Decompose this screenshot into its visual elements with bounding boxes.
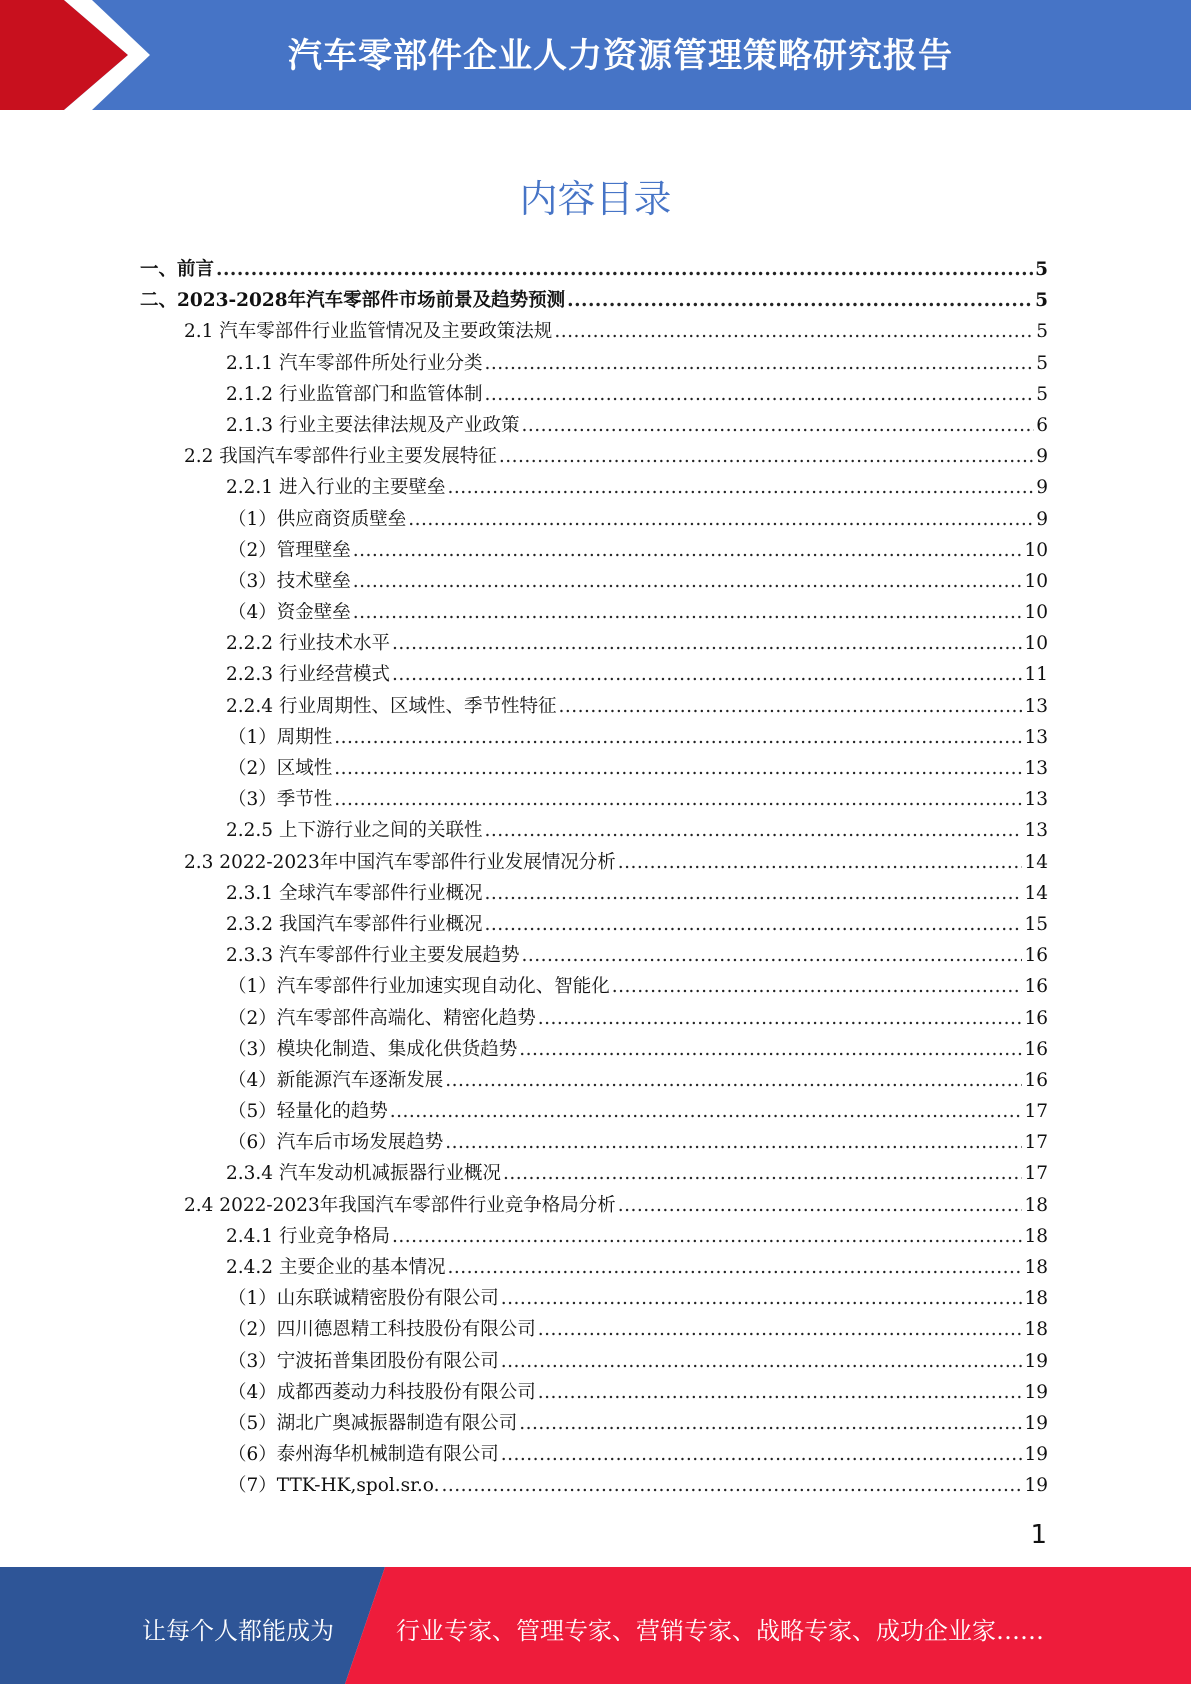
toc-entry-title: 2.2.2 行业技术水平 [226,633,390,655]
toc-entry[interactable] [140,878,1048,909]
toc-entry[interactable] [140,909,1048,940]
toc-dot-leader [567,285,1033,316]
toc-entry-page: 19 [1024,1381,1048,1403]
toc-entry-page: 16 [1024,945,1048,967]
toc-entry-page: 18 [1024,1319,1048,1341]
toc-entry[interactable] [140,815,1048,846]
toc-dot-leader [334,722,1022,753]
toc-entry[interactable] [140,1221,1048,1252]
toc-dot-leader [484,909,1022,940]
toc-entry-page: 14 [1024,882,1048,904]
toc-entry-title: （4）资金壁垒 [228,602,351,624]
toc-entry[interactable] [140,472,1048,503]
report-title: 汽车零部件企业人力资源管理策略研究报告 [288,36,953,76]
toc-dot-leader [484,878,1022,909]
toc-entry[interactable] [140,1377,1048,1408]
toc-entry[interactable] [140,971,1048,1002]
toc-entry-title: （6）汽车后市场发展趋势 [228,1132,444,1154]
toc-entry[interactable] [140,441,1048,472]
toc-dot-leader [501,1346,1023,1377]
toc-entry-title: 二、2023-2028年汽车零部件市场前景及趋势预测 [140,290,566,312]
toc-entry[interactable] [140,535,1048,566]
toc-entry-page: 19 [1024,1412,1048,1434]
toc-dot-leader [390,1096,1023,1127]
toc-entry-title: 2.3.1 全球汽车零部件行业概况 [226,882,483,904]
toc-entry-page: 11 [1024,664,1048,686]
toc-dot-leader [353,566,1023,597]
toc-entry-title: 2.2.1 进入行业的主要壁垒 [226,477,446,499]
toc-entry[interactable] [140,1096,1048,1127]
toc-entry-title: （2）汽车零部件高端化、精密化趋势 [228,1007,536,1029]
toc-dot-leader [558,691,1022,722]
toc-entry[interactable] [140,1252,1048,1283]
toc-entry-title: （3）宁波拓普集团股份有限公司 [228,1350,499,1372]
toc-entry-title: 2.4.2 主要企业的基本情况 [226,1257,446,1278]
toc-dot-leader [334,784,1022,815]
toc-entry[interactable] [140,1314,1048,1345]
toc-entry-page: 17 [1024,1132,1048,1154]
toc-entry[interactable] [140,348,1048,379]
toc-dot-leader [334,753,1022,784]
toc-entry-title: 2.3.2 我国汽车零部件行业概况 [226,913,483,935]
toc-dot-leader [447,1252,1022,1283]
toc-entry[interactable] [140,784,1048,815]
toc-entry-page: 17 [1024,1163,1048,1185]
toc-dot-leader [392,659,1022,690]
toc-dot-leader [538,1003,1023,1034]
toc-entry-title: （5）湖北广奥减振器制造有限公司 [228,1412,518,1434]
toc-entry[interactable] [140,1003,1048,1034]
toc-entry-page: 13 [1024,758,1048,779]
toc-entry-title: 2.2.3 行业经营模式 [226,664,390,686]
toc-entry[interactable] [140,847,1048,878]
toc-entry-title: （3）季节性 [228,789,333,811]
toc-entry[interactable] [140,691,1048,722]
toc-entry[interactable] [140,1127,1048,1158]
toc-entry[interactable] [140,1439,1048,1470]
toc-entry[interactable] [140,285,1048,316]
toc-dot-leader [353,535,1023,566]
toc-entry[interactable] [140,1470,1048,1501]
toc-entry-page: 10 [1024,539,1048,561]
toc-entry-title: （5）轻量化的趋势 [228,1101,388,1123]
toc-entry-page: 15 [1024,913,1048,935]
toc-entry-page: 19 [1024,1475,1048,1497]
toc-dot-leader [521,940,1022,971]
toc-dot-leader [538,1377,1023,1408]
toc-entry-title: （3）模块化制造、集成化供货趋势 [228,1038,518,1060]
toc-dot-leader [499,441,1034,472]
toc-entry-title: 2.2.4 行业周期性、区域性、季节性特征 [226,695,557,717]
toc-dot-leader [445,1065,1022,1096]
toc-dot-leader [519,1408,1022,1439]
toc-entry-page: 13 [1024,726,1048,748]
toc-entry-page: 13 [1024,820,1048,842]
toc-dot-leader [519,1034,1022,1065]
toc-entry-title: 2.3.3 汽车零部件行业主要发展趋势 [226,945,520,967]
toc-heading: 内容目录 [519,177,672,221]
toc-entry-page: 16 [1024,1007,1048,1029]
table-of-contents [140,254,1048,1502]
toc-entry[interactable] [140,1065,1048,1096]
toc-entry-page: 16 [1024,976,1048,998]
toc-entry[interactable] [140,1346,1048,1377]
toc-entry[interactable] [140,379,1048,410]
toc-dot-leader [392,628,1022,659]
toc-entry-title: 2.1.3 行业主要法律法规及产业政策 [226,414,520,436]
toc-entry-title: （4）新能源汽车逐渐发展 [228,1069,444,1091]
toc-entry-title: （1）供应商资质壁垒 [228,508,407,530]
toc-dot-leader [442,1470,1023,1501]
toc-entry-page: 9 [1036,477,1048,499]
page-number: 1 [1030,1520,1047,1550]
footer-slogan-right: 行业专家、管理专家、营销专家、战略专家、成功企业家…… [396,1617,1044,1645]
toc-entry-page: 13 [1024,789,1048,811]
toc-entry-title: （3）技术壁垒 [228,570,351,592]
toc-entry[interactable] [140,1034,1048,1065]
toc-entry[interactable] [140,316,1048,347]
toc-entry-title: （1）山东联诚精密股份有限公司 [228,1288,499,1310]
footer-band [0,1567,1191,1684]
toc-dot-leader [538,1314,1023,1345]
toc-entry-title: （2）四川德恩精工科技股份有限公司 [228,1319,536,1341]
toc-entry[interactable] [140,410,1048,441]
toc-dot-leader [408,504,1034,535]
toc-entry-page: 5 [1035,259,1048,280]
toc-dot-leader [484,379,1034,410]
toc-entry[interactable] [140,1408,1048,1439]
toc-entry[interactable] [140,628,1048,659]
toc-dot-leader [501,1439,1023,1470]
toc-dot-leader [501,1283,1023,1314]
toc-entry-page: 6 [1036,414,1048,436]
toc-entry-page: 18 [1024,1288,1048,1310]
toc-entry-page: 17 [1024,1101,1048,1123]
toc-entry-page: 19 [1024,1350,1048,1372]
toc-entry[interactable] [140,1190,1048,1221]
toc-entry-title: （1）周期性 [228,726,333,748]
toc-entry[interactable] [140,1283,1048,1314]
toc-entry-page: 10 [1024,602,1048,624]
toc-dot-leader [484,815,1022,846]
toc-entry-title: 2.1.2 行业监管部门和监管体制 [226,383,483,405]
toc-entry-page: 16 [1024,1038,1048,1060]
toc-entry-page: 9 [1036,446,1048,468]
toc-dot-leader [447,472,1034,503]
toc-entry[interactable] [140,753,1048,784]
toc-entry[interactable] [140,722,1048,753]
toc-dot-leader [216,254,1033,285]
toc-entry-title: 2.1.1 汽车零部件所处行业分类 [226,352,483,374]
toc-entry-title: （1）汽车零部件行业加速实现自动化、智能化 [228,976,610,998]
toc-entry-page: 13 [1024,695,1048,717]
toc-entry-title: 2.2 我国汽车零部件行业主要发展特征 [184,446,497,468]
toc-entry-title: 2.3.4 汽车发动机减振器行业概况 [226,1163,501,1185]
toc-entry-page: 18 [1024,1257,1048,1278]
toc-entry-page: 14 [1024,851,1048,873]
report-header-band [0,0,1191,110]
toc-entry[interactable] [140,940,1048,971]
toc-entry-title: （7）TTK-HK,spol.sr.o. [228,1475,440,1497]
toc-dot-leader [484,348,1034,379]
toc-dot-leader [521,410,1034,441]
toc-entry-page: 5 [1036,352,1048,374]
toc-entry-title: （2）区域性 [228,758,333,779]
toc-entry[interactable] [140,254,1048,285]
toc-entry-page: 10 [1024,633,1048,655]
toc-dot-leader [392,1221,1022,1252]
toc-dot-leader [618,1190,1023,1221]
toc-entry-page: 16 [1024,1069,1048,1091]
toc-entry-title: 2.4 2022-2023年我国汽车零部件行业竞争格局分析 [184,1194,616,1216]
toc-entry-title: （4）成都西菱动力科技股份有限公司 [228,1381,536,1403]
toc-entry[interactable] [140,659,1048,690]
toc-entry-page: 18 [1024,1194,1048,1216]
toc-dot-leader [445,1127,1022,1158]
toc-entry-page: 5 [1036,321,1048,343]
toc-dot-leader [618,847,1023,878]
toc-entry[interactable] [140,1158,1048,1189]
toc-entry-page: 10 [1024,570,1048,592]
footer-slogan-left: 让每个人都能成为 [142,1617,334,1645]
toc-entry-page: 18 [1024,1225,1048,1247]
toc-entry[interactable] [140,504,1048,535]
toc-entry-page: 9 [1036,508,1048,530]
toc-entry-title: 2.4.1 行业竞争格局 [226,1225,390,1247]
toc-entry-title: 2.2.5 上下游行业之间的关联性 [226,820,483,842]
toc-entry-page: 19 [1024,1444,1048,1466]
toc-entry-title: 2.1 汽车零部件行业监管情况及主要政策法规 [184,321,553,343]
toc-entry-title: （2）管理壁垒 [228,539,351,561]
toc-entry-title: （6）泰州海华机械制造有限公司 [228,1444,499,1466]
toc-dot-leader [612,971,1023,1002]
toc-entry-title: 2.3 2022-2023年中国汽车零部件行业发展情况分析 [184,851,616,873]
toc-dot-leader [503,1158,1022,1189]
toc-entry-page: 5 [1035,290,1048,312]
toc-entry-title: 一、前言 [140,259,215,280]
toc-entry[interactable] [140,597,1048,628]
toc-entry[interactable] [140,566,1048,597]
toc-dot-leader [353,597,1023,628]
toc-dot-leader [554,316,1034,347]
toc-entry-page: 5 [1036,383,1048,405]
